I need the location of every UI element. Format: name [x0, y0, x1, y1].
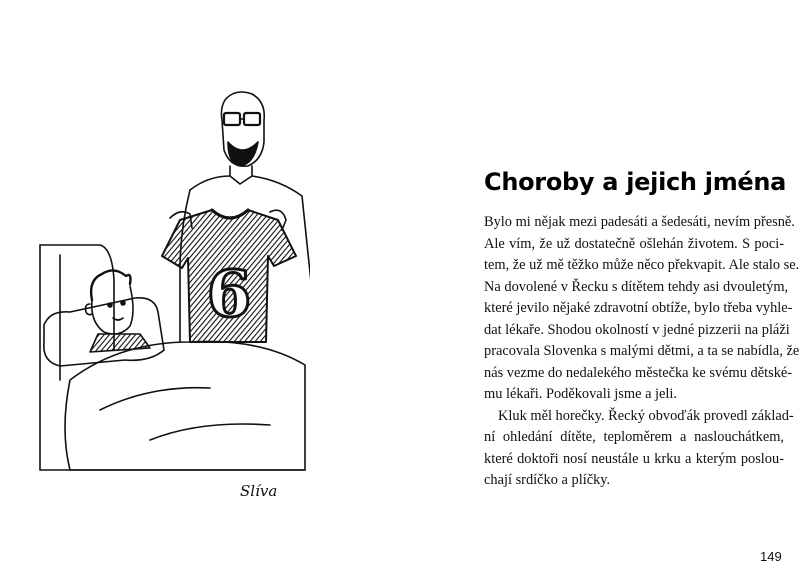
text-line: ní ohledání dítěte, teploměrem a naslouchátkem, [484, 429, 784, 445]
blanket [65, 341, 305, 470]
cartoon-illustration [30, 80, 310, 510]
text-line: dat lékaře. Shodou okolností v jedné pizzerii na pláži [484, 321, 790, 338]
text-line: které jevilo nějaké zdravotní obtíže, bylo třeba vyhle- [484, 300, 793, 316]
chapter-body [484, 212, 800, 492]
text-line: Kluk měl horečky. Řecký obvoďák provedl základ- [498, 407, 794, 424]
page-number: 149 [760, 549, 782, 564]
boy-figure [86, 270, 151, 352]
text-line: které doktoři nosí neustále u krku a kterým poslou- [484, 450, 784, 467]
shirt-number: 6 [206, 257, 252, 332]
text-line: pracovala Slovenka s malými dětmi, a ta se nabídla, že [484, 343, 800, 359]
text-line: nás vezme do nedalekého městečka ke svému dětské- [484, 364, 793, 381]
glasses [224, 113, 240, 125]
text-line: mu lékaři. Poděkovali jsme a jeli. [484, 386, 678, 402]
text-line: Na dovolené v Řecku s dítětem tehdy asi dvouletým, [484, 278, 789, 295]
text-line: chají srdíčko a plíčky. [484, 472, 611, 488]
chapter-title: Choroby a jejich jména [484, 168, 787, 196]
illustrator-signature: Slíva [240, 482, 278, 500]
text-line: tem, že už mě těžko může něco překvapit. Ale stalo se. [484, 257, 800, 273]
text-line: Bylo mi nějak mezi padesáti a šedesáti, nevím přesně. [484, 214, 795, 230]
number-shirt [162, 210, 296, 342]
text-line: Ale vím, že už dostatečně ošlehán životem. S poci- [484, 235, 784, 252]
